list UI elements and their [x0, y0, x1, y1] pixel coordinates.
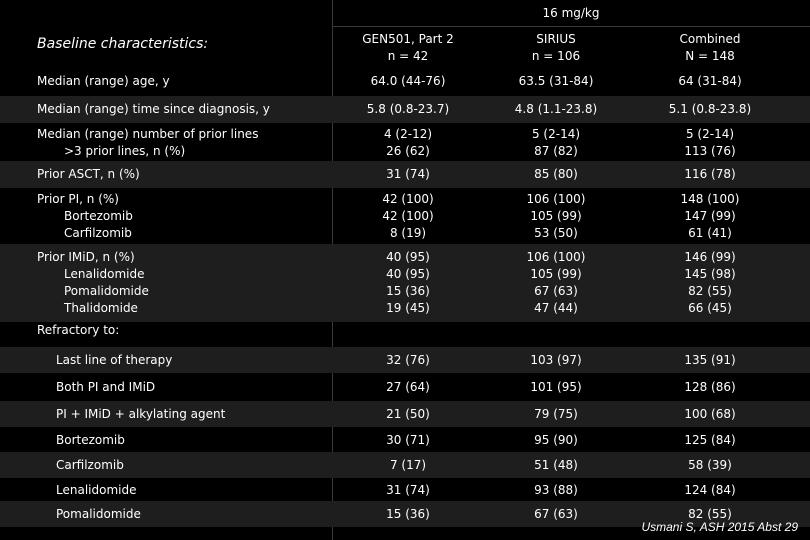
- cell-value: 63.5 (31-84): [518, 74, 594, 88]
- dose-header: 16 mg/kg: [542, 6, 600, 20]
- table-cell: [340, 101, 476, 118]
- row-label: PI + IMiD + alkylating agent: [56, 407, 226, 421]
- table-cell: [488, 249, 624, 317]
- cell-value: 42 (100): [382, 192, 434, 206]
- cell-value: 4 (2-12): [383, 127, 433, 141]
- table-cell: [340, 73, 476, 90]
- table-cell: 95 (90): [534, 433, 578, 447]
- row-label: Bortezomib: [56, 433, 125, 447]
- row-label: [37, 191, 133, 242]
- table-cell: 82 (55): [688, 507, 732, 521]
- row-label-text: Median (range) time since diagnosis, y: [37, 102, 270, 116]
- cell-value: 47 (44): [534, 301, 578, 315]
- cell-value: 53 (50): [534, 226, 578, 240]
- row-label: [37, 126, 258, 160]
- table-cell: 124 (84): [684, 483, 736, 497]
- table-cell: [340, 126, 476, 160]
- table-cell: [640, 166, 780, 183]
- cell-value: 64.0 (44-76): [370, 74, 446, 88]
- table-cell: 51 (48): [534, 458, 578, 472]
- cell-value: 26 (62): [386, 144, 430, 158]
- table-cell: [488, 191, 624, 242]
- table-cell: 15 (36): [386, 507, 430, 521]
- table-cell: 93 (88): [534, 483, 578, 497]
- row-sublabel: Lenalidomide: [64, 267, 145, 281]
- cell-value: 19 (45): [386, 301, 430, 315]
- row-label: [37, 249, 149, 317]
- table-cell: [340, 191, 476, 242]
- row-sublabel: Pomalidomide: [64, 284, 149, 298]
- table-cell: [640, 126, 780, 160]
- table-cell: 30 (71): [386, 433, 430, 447]
- row-label-text: Prior PI, n (%): [37, 192, 119, 206]
- table-cell: 21 (50): [386, 407, 430, 421]
- table-cell: 101 (95): [530, 380, 582, 394]
- table-cell: [488, 101, 624, 118]
- cell-value: 82 (55): [688, 284, 732, 298]
- table-cell: [640, 191, 780, 242]
- cell-value: 40 (95): [386, 250, 430, 264]
- table-cell: 135 (91): [684, 353, 736, 367]
- row-sublabel: Thalidomide: [64, 301, 138, 315]
- table-cell: 7 (17): [389, 458, 427, 472]
- cell-value: 5.8 (0.8-23.7): [366, 102, 450, 116]
- cell-value: 5.1 (0.8-23.8): [668, 102, 752, 116]
- cell-value: 5 (2-14): [685, 127, 735, 141]
- cell-value: 4.8 (1.1-23.8): [514, 102, 598, 116]
- baseline-title: Baseline characteristics:: [37, 36, 209, 52]
- table-cell: 100 (68): [684, 407, 736, 421]
- row-label: [37, 166, 140, 183]
- row-label-text: Prior ASCT, n (%): [37, 167, 140, 181]
- cell-value: 85 (80): [534, 167, 578, 181]
- cell-value: 15 (36): [386, 284, 430, 298]
- cell-value: 87 (82): [534, 144, 578, 158]
- table-cell: [340, 166, 476, 183]
- table-cell: [488, 126, 624, 160]
- table-cell: 31 (74): [386, 483, 430, 497]
- cell-value: 146 (99): [684, 250, 736, 264]
- column-name: Combined: [679, 32, 741, 46]
- header-rule: [332, 26, 810, 27]
- table-cell: [340, 249, 476, 317]
- table-cell: 67 (63): [534, 507, 578, 521]
- table-cell: [488, 166, 624, 183]
- cell-value: 67 (63): [534, 284, 578, 298]
- row-label: Carfilzomib: [56, 458, 124, 472]
- table-cell: [640, 101, 780, 118]
- row-sublabel: Carfilzomib: [64, 226, 132, 240]
- cell-value: 105 (99): [530, 209, 582, 223]
- row-label-text: Prior IMiD, n (%): [37, 250, 135, 264]
- cell-value: 106 (100): [526, 250, 586, 264]
- row-sublabel: >3 prior lines, n (%): [64, 144, 186, 158]
- table-cell: 125 (84): [684, 433, 736, 447]
- cell-value: 42 (100): [382, 209, 434, 223]
- row-label: Last line of therapy: [56, 353, 173, 367]
- column-header-sirius: [488, 31, 624, 65]
- cell-value: 145 (98): [684, 267, 736, 281]
- row-label-text: Median (range) age, y: [37, 74, 170, 88]
- column-n: N = 148: [685, 49, 735, 63]
- table-cell: [488, 73, 624, 90]
- cell-value: 61 (41): [688, 226, 732, 240]
- row-label: Both PI and IMiD: [56, 380, 156, 394]
- column-n: n = 42: [387, 49, 429, 63]
- table-cell: 27 (64): [386, 380, 430, 394]
- column-header-combined: [640, 31, 780, 65]
- row-label: Pomalidomide: [56, 507, 141, 521]
- cell-value: 66 (45): [688, 301, 732, 315]
- column-n: n = 106: [531, 49, 581, 63]
- column-name: GEN501, Part 2: [362, 32, 454, 46]
- row-sublabel: Bortezomib: [64, 209, 133, 223]
- table-cell: [640, 73, 780, 90]
- table-cell: 32 (76): [386, 353, 430, 367]
- cell-value: 64 (31-84): [678, 74, 742, 88]
- column-header-gen501: [340, 31, 476, 65]
- table-cell: 128 (86): [684, 380, 736, 394]
- cell-value: 148 (100): [680, 192, 740, 206]
- cell-value: 147 (99): [684, 209, 736, 223]
- cell-value: 116 (78): [684, 167, 736, 181]
- cell-value: 31 (74): [386, 167, 430, 181]
- table-cell: 79 (75): [534, 407, 578, 421]
- row-label: Lenalidomide: [56, 483, 137, 497]
- cell-value: 5 (2-14): [531, 127, 581, 141]
- cell-value: 40 (95): [386, 267, 430, 281]
- cell-value: 105 (99): [530, 267, 582, 281]
- cell-value: 106 (100): [526, 192, 586, 206]
- column-name: SIRIUS: [536, 32, 576, 46]
- row-label-text: Median (range) number of prior lines: [37, 127, 259, 141]
- cell-value: 113 (76): [684, 144, 736, 158]
- row-label: [37, 101, 270, 118]
- table-cell: 103 (97): [530, 353, 582, 367]
- table-cell: [640, 249, 780, 317]
- citation: Usmani S, ASH 2015 Abst 29: [641, 520, 798, 534]
- refractory-title: Refractory to:: [37, 323, 120, 337]
- row-label: [37, 73, 170, 90]
- cell-value: 8 (19): [389, 226, 427, 240]
- table-cell: 58 (39): [688, 458, 732, 472]
